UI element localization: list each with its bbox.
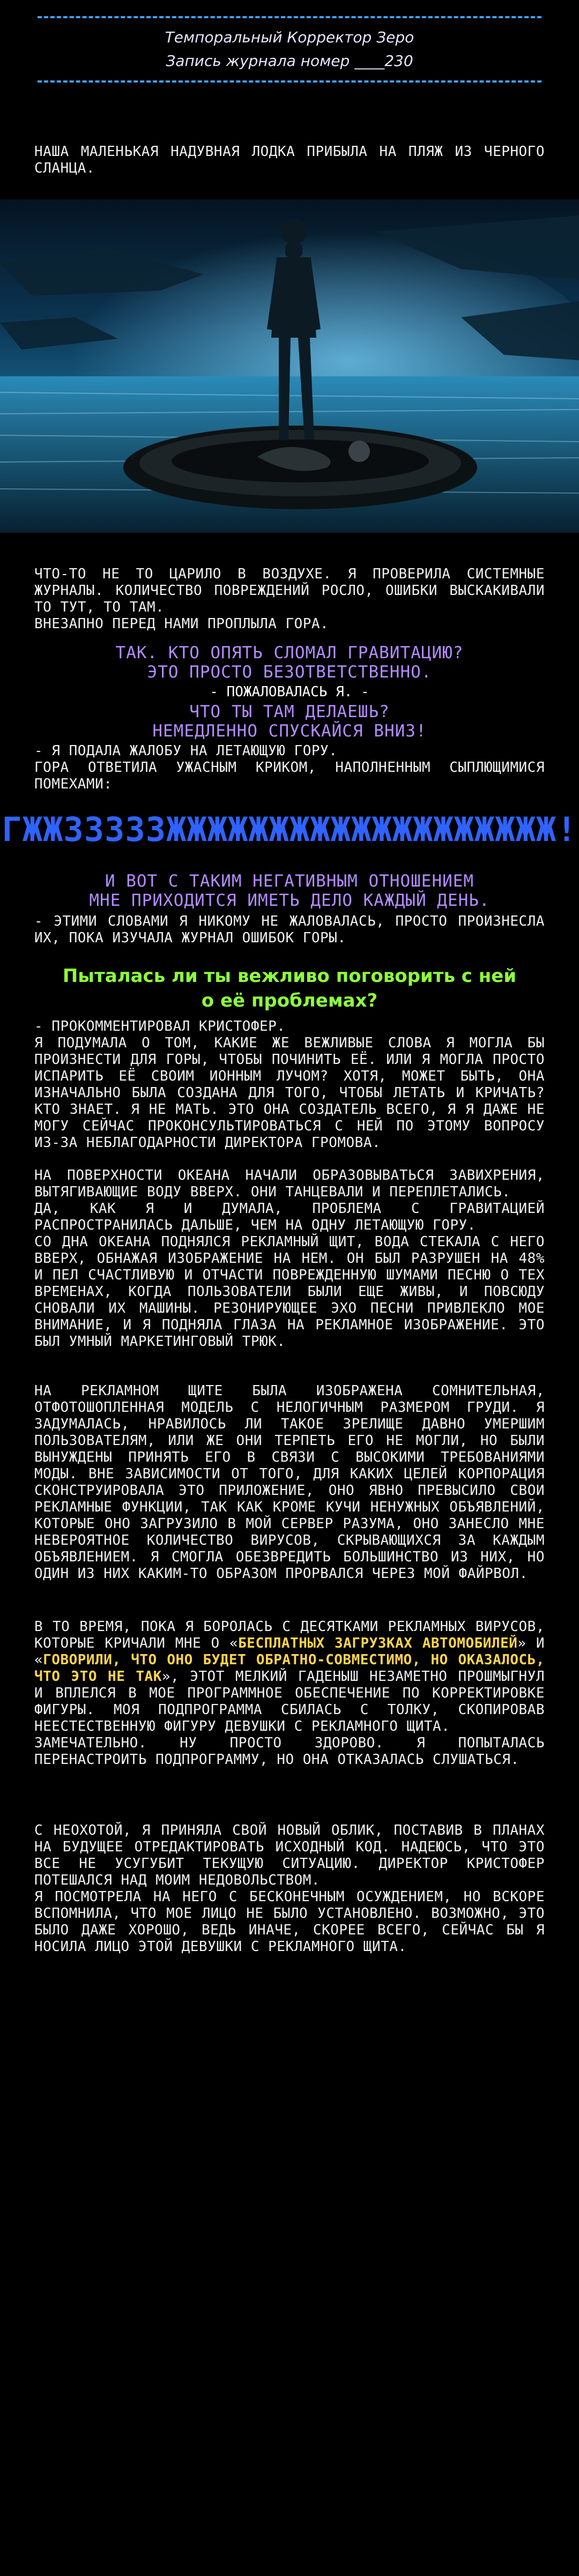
intro-paragraph bbox=[34, 144, 545, 177]
paragraph-6a-text: НА ПОВЕРХНОСТИ ОКЕАНА НАЧАЛИ ОБРАЗОВЫВАТЬСЯ ЗАВИХРЕНИЯ, ВЫТЯГИВАЮЩИЕ ВОДУ ВВЕРХ. ОНИ ТАНЦЕВАЛИ И ПЕРЕПЛЕТАЛИСЬ. bbox=[34, 1167, 545, 1200]
mountain-screech: ГЖЖЗЗЗЗЗЖЖЖЖЖЖЖЖЖЖЖЖЖЖЖЖЖЖЖ! bbox=[2, 810, 577, 849]
paragraph-9b-text: Я ПОСМОТРЕЛА НА НЕГО С БЕСКОНЕЧНЫМ ОСУЖДЕНИЕМ, НО ВСКОРЕ ВСПОМНИЛА, ЧТО МОЕ ЛИЦО НЕ БЫЛО УСТАНОВЛЕНО. ВОЗМОЖНО, ЭТО БЫЛО ДАЖЕ ХОРОШО, ВЕДЬ ИНАЧЕ, СКОРЕЕ ВСЕГО, СЕЙЧАС БЫ Я НОСИЛА ЛИЦО ЭТОЙ ДЕВУШКИ С РЕКЛАМНОГО ЩИТА. bbox=[34, 1889, 545, 1955]
paragraph-1b-text: ВНЕЗАПНО ПЕРЕД НАМИ ПРОПЛЫЛА ГОРА. bbox=[34, 616, 329, 632]
paragraph-8 bbox=[34, 1619, 545, 1768]
paragraph-9a-text: С НЕОХОТОЙ, Я ПРИНЯЛА СВОЙ НОВЫЙ ОБЛИК, ПОСТАВИВ В ПЛАНАХ НА БУДУЩЕЕ ОТРЕДАКТИРОВАТЬ ИСХОДНЫЙ КОД. НАДЕЮСЬ, ЧТО ЭТО ВСЕ НЕ УСУГУБИТ ТЕКУЩУЮ СИТУАЦИЮ. ДИРЕКТОР КРИСТОФЕР ПОТЕШАЛСЯ НАД МОИМ НЕДОВОЛЬСТВОМ. bbox=[34, 1822, 545, 1888]
paragraph-8-post: », ЭТОТ МЕЛКИЙ ГАДЕНЫШ НЕЗАМЕТНО ПРОШМЫГНУЛ И ВПЛЕЛСЯ В МОЕ ПРОГРАММНОЕ ОБЕСПЕЧЕНИЕ ПО КОРРЕКТИРОВКЕ ФИГУРЫ. МОЯ ПОДПРОГРАММА СБИЛАСЬ С ТОЛКУ, СКОПИРОВАВ НЕЕСТЕСТВЕННУЮ ФИГУРУ ДЕВУШКИ С РЕКЛАМНОГО ЩИТА. bbox=[34, 1669, 545, 1734]
journal-title: Темпоральный Корректор Зеро bbox=[165, 28, 414, 46]
paragraph-9 bbox=[34, 1822, 545, 1955]
paragraph-7 bbox=[34, 1383, 545, 1582]
paragraph-6c-text: СО ДНА ОКЕАНА ПОДНЯЛСЯ РЕКЛАМНЫЙ ЩИТ, ВОДА СТЕКАЛА С НЕГО ВВЕРХ, ОБНАЖАЯ ИЗОБРАЖЕНИЕ НА НЕМ. ОН БЫЛ РАЗРУШЕН НА 48% И ПЕЛ СЧАСТЛИВУЮ И ОТЧАСТИ ПОВРЕЖДЕННУЮ ШУМАМИ ПЕСНЮ О ТЕХ ВРЕМЕНАХ, КОГДА ПОЛЬЗОВАТЕЛИ БЫЛИ ЕЩЕ ЖИВЫ, И ПОВСЮДУ СНОВАЛИ ИХ МАШИНЫ. РЕЗОНИРУЮЩЕЕ ЭХО ПЕСНИ ПРИВЛЕКЛО МОЕ ВНИМАНИЕ, И Я ПОДНЯЛА ГЛАЗА НА РЕКЛАМНОЕ ИЗОБРАЖЕНИЕ. ЭТО БЫЛ УМНЫЙ МАРКЕТИНГОВЫЙ ТРЮК. bbox=[34, 1234, 545, 1350]
purple-line-3a: И ВОТ С ТАКИМ НЕГАТИВНЫМ ОТНОШЕНИЕМ bbox=[105, 872, 474, 891]
header-bottom-rule bbox=[38, 80, 541, 83]
intro-text: НАША МАЛЕНЬКАЯ НАДУВНАЯ ЛОДКА ПРИБЫЛА НА ПЛЯЖ ИЗ ЧЕРНОГО СЛАНЦА. bbox=[34, 144, 545, 176]
paragraph-5 bbox=[34, 1018, 545, 1151]
paragraph-8b-text: ЗАМЕЧАТЕЛЬНО. НУ ПРОСТО ЗДОРОВО. Я ПОПЫТАЛАСЬ ПЕРЕНАСТРОИТЬ ПОДПРОГРАММУ, НО ОНА ОТКАЗАЛАСЬ СЛУШАТЬСЯ. bbox=[34, 1735, 545, 1768]
paragraph-4 bbox=[34, 913, 545, 947]
scene-illustration bbox=[0, 199, 579, 533]
purple-line-2a: ЧТО ТЫ ТАМ ДЕЛАЕШЬ? bbox=[189, 702, 390, 721]
paragraph-6 bbox=[34, 1167, 545, 1350]
purple-line-1a: ТАК. КТО ОПЯТЬ СЛОМАЛ ГРАВИТАЦИЮ? bbox=[115, 643, 464, 662]
log-entry-number: Запись журнала номер ____230 bbox=[166, 52, 413, 70]
paragraph-1-text: ЧТО-ТО НЕ ТО ЦАРИЛО В ВОЗДУХЕ. Я ПРОВЕРИЛА СИСТЕМНЫЕ ЖУРНАЛЫ. КОЛИЧЕСТВО ПОВРЕЖДЕНИЙ РОСЛО, ОШИБКИ ВЫСКАКИВАЛИ ТО ТУТ, ТО ТАМ. bbox=[34, 566, 545, 615]
scene-svg bbox=[0, 199, 579, 533]
paragraph-8-text bbox=[34, 1619, 545, 1735]
paragraph-8-pre: В ТО ВРЕМЯ, ПОКА Я БОРОЛАСЬ С ДЕСЯТКАМИ РЕКЛАМНЫХ ВИРУСОВ, КОТОРЫЕ КРИЧАЛИ МНЕ О « bbox=[34, 1619, 545, 1651]
complained-line: - ПОЖАЛОВАЛАСЬ Я. - bbox=[210, 684, 369, 700]
free-car-downloads-highlight: БЕСПЛАТНЫХ ЗАГРУЗКАХ АВТОМОБИЛЕЙ bbox=[238, 1635, 518, 1651]
paragraph-2 bbox=[34, 743, 545, 793]
paragraph-7-text: НА РЕКЛАМНОМ ЩИТЕ БЫЛА ИЗОБРАЖЕНА СОМНИТЕЛЬНАЯ, ОТФОТОШОПЛЕННАЯ МОДЕЛЬ С НЕЛОГИЧНЫМ РАЗМЕРОМ ГРУДИ. Я ЗАДУМАЛАСЬ, НРАВИЛОСЬ ЛИ ТАКОЕ ЗРЕЛИЩЕ ДАВНО УМЕРШИМ ПОЛЬЗОВАТЕЛЯМ, ИЛИ ЖЕ ОНИ ТЕРПЕТЬ ЕГО НЕ МОГЛИ, НО БЫЛИ ВЫНУЖДЕНЫ ПРИНЯТЬ ЕГО В СВЯЗИ С ВЫСОКИМИ ТРЕБОВАНИЯМИ МОДЫ. ВНЕ ЗАВИСИМОСТИ ОТ ТОГО, ДЛЯ КАКИХ ЦЕЛЕЙ КОРПОРАЦИЯ СКОНСТРУИРОВАЛА ЭТО ПРИЛОЖЕНИЕ, ОНО ЯВНО ПРЕВЫСИЛО СВОИ РЕКЛАМНЫЕ ФУНКЦИИ, ТАК КАК КРОМЕ КУЧИ НЕНУЖНЫХ ОБЪЯВЛЕНИЙ, КОТОРЫЕ ОНО ЗАГРУЗИЛО В МОЙ СЕРВЕР РАЗУМА, ОНО ЗАНЕСЛО МНЕ НЕВЕРОЯТНОЕ КОЛИЧЕСТВО ВИРУСОВ, СКРЫВАЮЩИХСЯ ЗА КАЖДЫМ ОБЪЯВЛЕНИЕМ. Я СМОГЛА ОБЕЗВРЕДИТЬ БОЛЬШИНСТВО ИЗ НИХ, НО ОДИН ИЗ НИХ КАКИМ-ТО ОБРАЗОМ ПРОРВАЛСЯ ЧЕРЕЗ МОЙ ФАЙРВОЛ. bbox=[34, 1383, 545, 1582]
purple-line-3b: МНЕ ПРИХОДИТСЯ ИМЕТЬ ДЕЛО КАЖДЫЙ ДЕНЬ. bbox=[89, 891, 490, 910]
paragraph-3-text: ГОРА ОТВЕТИЛА УЖАСНЫМ КРИКОМ, НАПОЛНЕННЫМ СЫПЛЮЩИМИСЯ ПОМЕХАМИ: bbox=[34, 760, 545, 792]
backward-compatible-highlight: ГОВОРИЛИ, ЧТО ОНО БУДЕТ ОБРАТНО-СОВМЕСТИМО, НО ОКАЗАЛОСЬ, ЧТО ЭТО НЕ ТАК bbox=[34, 1652, 545, 1685]
green-question-b: о её проблемах? bbox=[201, 990, 378, 1011]
paragraph-6b-text: ДА, КАК Я И ДУМАЛА, ПРОБЛЕМА С ГРАВИТАЦИЕЙ РАСПРОСТРАНИЛАСЬ ДАЛЬШЕ, ЧЕМ НА ОДНУ ЛЕТАЮЩУЮ ГОРУ. bbox=[34, 1201, 545, 1233]
green-question-a: Пыталась ли ты вежливо поговорить с ней bbox=[62, 965, 517, 987]
paragraph-5b-text: Я ПОДУМАЛА О ТОМ, КАКИЕ ЖЕ ВЕЖЛИВЫЕ СЛОВА Я МОГЛА БЫ ПРОИЗНЕСТИ ДЛЯ ГОРЫ, ЧТОБЫ ПОЧИНИТЬ ЕЁ. ИЛИ Я МОГЛА ПРОСТО ИСПАРИТЬ ЕЁ СВОИМ ИОННЫМ ЛУЧОМ? ХОТЯ, МОЖЕТ БЫТЬ, ОНА ИЗНАЧАЛЬНО БЫЛА СОЗДАНА ДЛЯ ТОГО, ЧТОБЫ ЛЕТАТЬ И КРИЧАТЬ? КТО ЗНАЕТ. Я НЕ МАТЬ. ЭТО ОНА СОЗДАТЕЛЬ ВСЕГО, Я Я ДАЖЕ НЕ МОГУ СЕЙЧАС ПРОКОНСУЛЬТИРОВАТЬСЯ С НЕЙ ПО ЭТОМУ ВОПРОСУ ИЗ-ЗА НЕБЛАГОДАРНОСТИ ДИРЕКТОРА ГРОМОВА. bbox=[34, 1035, 545, 1151]
paragraph-5a-text: - ПРОКОММЕНТИРОВАЛ КРИСТОФЕР. bbox=[34, 1018, 286, 1034]
purple-line-2b: НЕМЕДЛЕННО СПУСКАЙСЯ ВНИЗ! bbox=[152, 721, 427, 741]
paragraph-8-mid: » И « bbox=[34, 1635, 545, 1668]
paragraph-2-text: - Я ПОДАЛА ЖАЛОБУ НА ЛЕТАЮЩУЮ ГОРУ. bbox=[34, 743, 338, 759]
purple-line-1b: ЭТО ПРОСТО БЕЗОТВЕТСТВЕННО. bbox=[147, 662, 432, 682]
paragraph-4-text: - ЭТИМИ СЛОВАМИ Я НИКОМУ НЕ ЖАЛОВАЛАСЬ, ПРОСТО ПРОИЗНЕСЛА ИХ, ПОКА ИЗУЧАЛА ЖУРНАЛ ОШИБОК ГОРЫ. bbox=[34, 913, 545, 946]
journal-header bbox=[0, 16, 579, 83]
paragraph-1 bbox=[34, 566, 545, 632]
